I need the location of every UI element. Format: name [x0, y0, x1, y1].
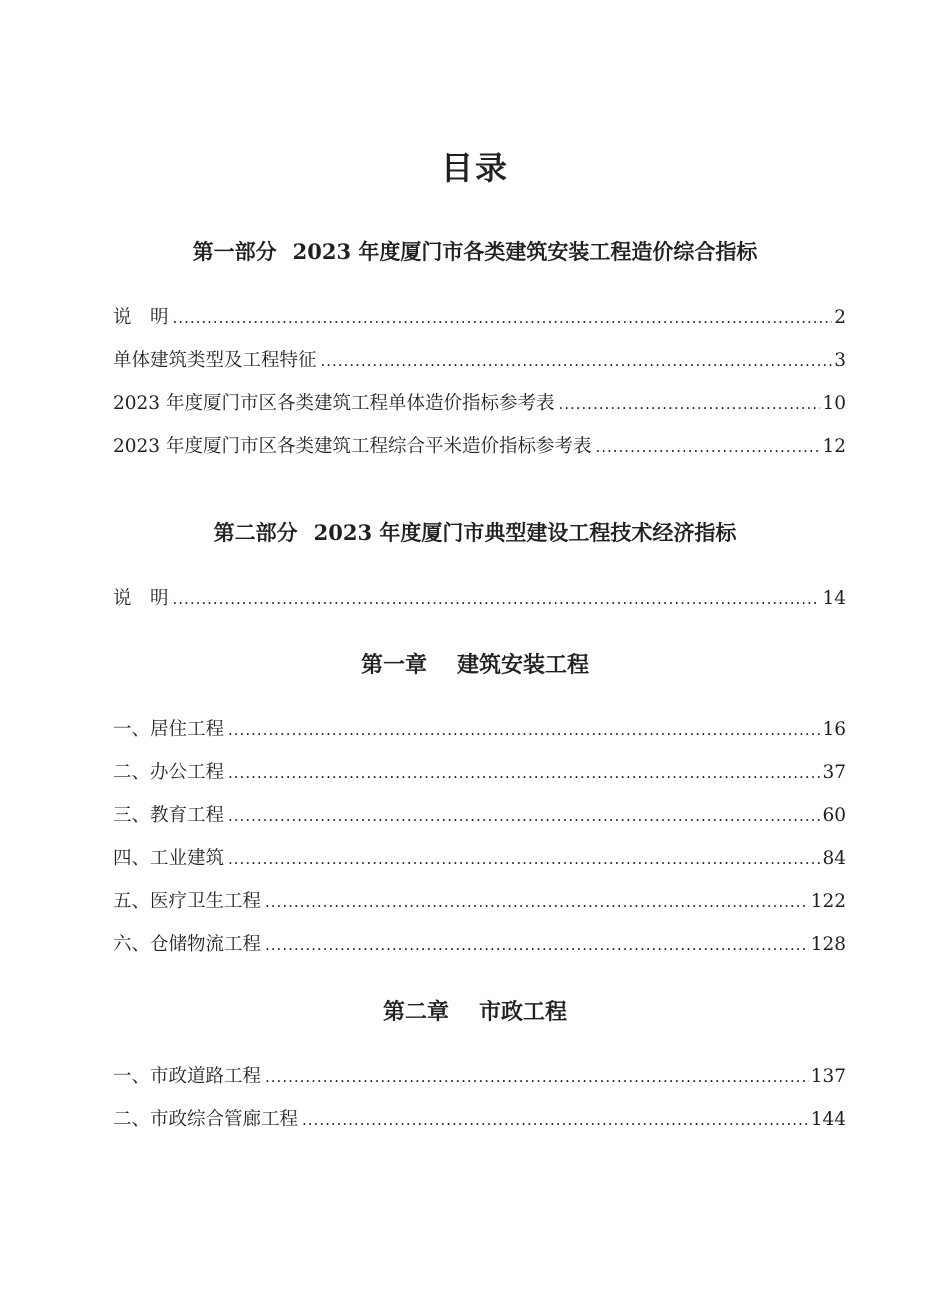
part1-title: 2023 年度厦门市各类建筑安装工程造价综合指标 [292, 239, 758, 264]
toc-entry-part1-3[interactable] [113, 390, 846, 418]
dot-leader [228, 845, 820, 873]
toc-entry-page: 122 [810, 891, 846, 912]
part2-heading [0, 518, 950, 548]
toc-entry-page: 16 [822, 719, 846, 740]
part2-label: 第二部分 [213, 520, 298, 545]
toc-entry-chapter1-4[interactable] [113, 845, 846, 873]
chapter1-heading [0, 650, 950, 680]
toc-entry-part1-2[interactable] [113, 347, 846, 375]
part2-title: 2023 年度厦门市典型建设工程技术经济指标 [313, 520, 737, 545]
toc-entry-label: 说 明 [113, 307, 169, 328]
dot-leader [265, 931, 809, 959]
toc-entry-label: 说 明 [113, 588, 169, 609]
toc-entry-page: 37 [822, 762, 846, 783]
chapter2-label: 第二章 [382, 999, 449, 1025]
toc-entry-chapter1-1[interactable] [113, 716, 846, 744]
toc-entry-page: 144 [810, 1109, 846, 1130]
toc-entry-label: 一、市政道路工程 [113, 1066, 262, 1087]
dot-leader [173, 585, 821, 613]
chapter1-label: 第一章 [360, 652, 427, 678]
toc-entry-chapter1-3[interactable] [113, 802, 846, 830]
toc-entry-page: 12 [822, 436, 846, 457]
toc-entry-label: 2023 年度厦门市区各类建筑工程综合平米造价指标参考表 [113, 436, 592, 457]
dot-leader [302, 1106, 809, 1134]
part1-label: 第一部分 [192, 239, 277, 264]
dot-leader [265, 888, 809, 916]
toc-entry-label: 二、办公工程 [113, 762, 225, 783]
dot-leader [558, 390, 820, 418]
toc-entry-part1-4[interactable] [113, 433, 846, 461]
toc-entry-label: 单体建筑类型及工程特征 [113, 350, 317, 371]
toc-entry-label: 2023 年度厦门市区各类建筑工程单体造价指标参考表 [113, 393, 555, 414]
dot-leader [595, 433, 820, 461]
toc-entry-page: 60 [822, 805, 846, 826]
part1-heading [0, 237, 950, 267]
toc-entry-chapter1-2[interactable] [113, 759, 846, 787]
toc-entry-label: 三、教育工程 [113, 805, 225, 826]
toc-entry-page: 14 [822, 588, 846, 609]
toc-entry-page: 2 [834, 307, 846, 328]
toc-entry-label: 五、医疗卫生工程 [113, 891, 262, 912]
toc-entry-part2-1[interactable] [113, 585, 846, 613]
toc-entry-page: 3 [834, 350, 846, 371]
toc-entry-page: 10 [822, 393, 846, 414]
toc-entry-label: 四、工业建筑 [113, 848, 225, 869]
chapter1-title: 建筑安装工程 [457, 652, 590, 678]
dot-leader [321, 347, 833, 375]
toc-entry-page: 128 [810, 934, 846, 955]
dot-leader [228, 802, 820, 830]
dot-leader [228, 759, 820, 787]
toc-entry-part1-1[interactable] [113, 304, 846, 332]
toc-entry-chapter1-6[interactable] [113, 931, 846, 959]
chapter2-title: 市政工程 [479, 999, 568, 1025]
dot-leader [265, 1063, 809, 1091]
toc-entry-label: 一、居住工程 [113, 719, 225, 740]
toc-entry-label: 六、仓储物流工程 [113, 934, 262, 955]
dot-leader [228, 716, 820, 744]
toc-entry-chapter1-5[interactable] [113, 888, 846, 916]
dot-leader [173, 304, 833, 332]
toc-entry-chapter2-1[interactable] [113, 1063, 846, 1091]
toc-entry-chapter2-2[interactable] [113, 1106, 846, 1134]
page-title: 目录 [440, 149, 509, 187]
toc-entry-page: 84 [822, 848, 846, 869]
toc-entry-page: 137 [810, 1066, 846, 1087]
toc-entry-label: 二、市政综合管廊工程 [113, 1109, 299, 1130]
chapter2-heading [0, 997, 950, 1027]
